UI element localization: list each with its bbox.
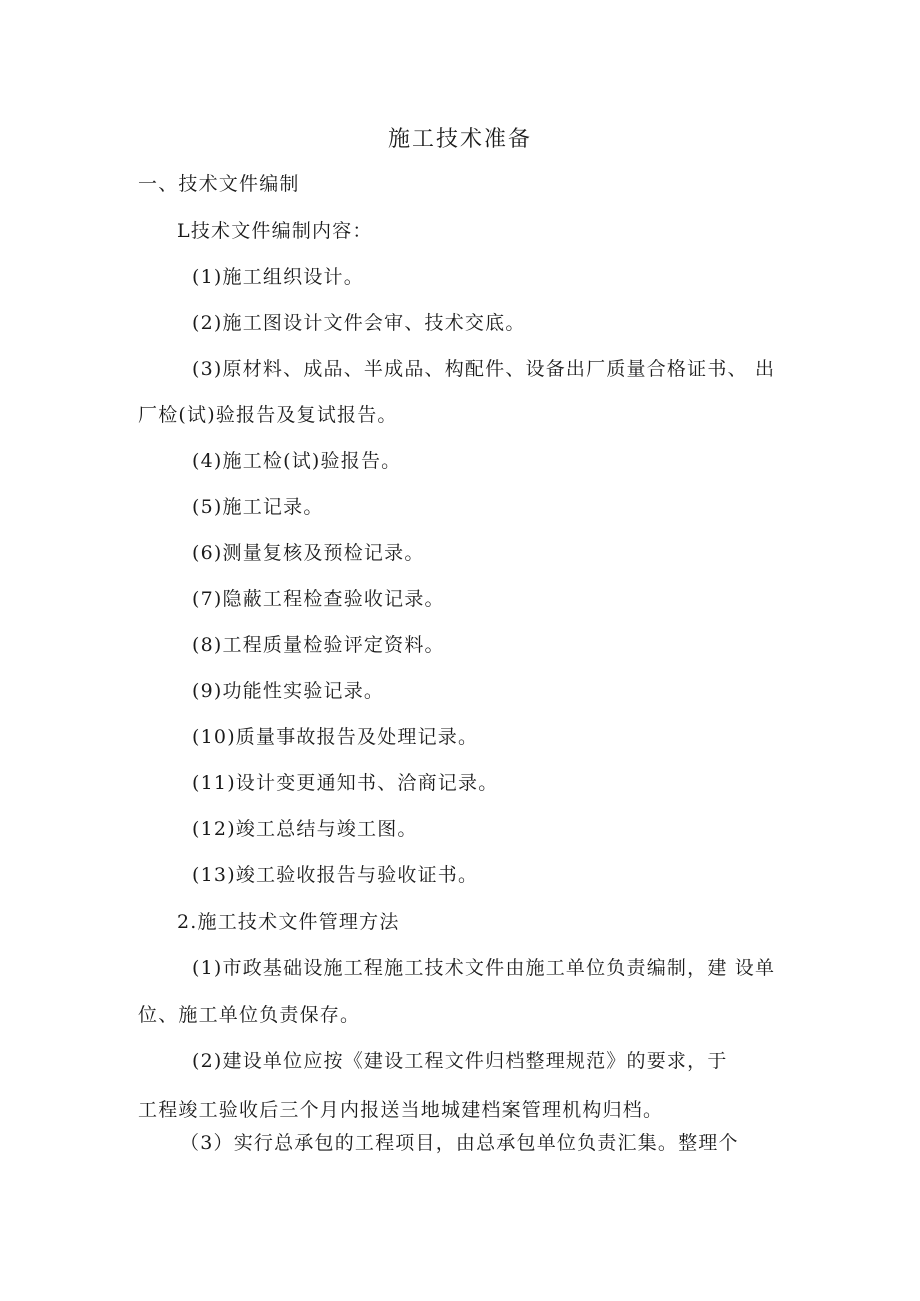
- list-item: (13)竣工验收报告与验收证书。: [192, 864, 479, 886]
- list-item: (3)原材料、成品、半成品、构配件、设备出厂质量合格证书、 出: [192, 358, 776, 380]
- list-item: (9)功能性实验记录。: [192, 680, 385, 702]
- list-item: (8)工程质量检验评定资料。: [192, 634, 445, 656]
- list-item: (2)施工图设计文件会审、技术交底。: [192, 312, 526, 334]
- list-item: (4)施工检(试)验报告。: [192, 450, 402, 472]
- paragraph-line: （3）实行总承包的工程项目，由总承包单位负责汇集。整理个: [180, 1132, 739, 1154]
- document-title: 施工技术准备: [387, 127, 532, 152]
- paragraph-line: (1)市政基础设施工程施工技术文件由施工单位负责编制，建 设单: [192, 957, 776, 979]
- list-item: (6)测量复核及预检记录。: [192, 542, 425, 564]
- subheading-management-methods: 2.施工技术文件管理方法: [177, 911, 400, 933]
- paragraph-line: (2)建设单位应按《建设工程文件归档整理规范》的要求，于: [192, 1050, 728, 1072]
- list-item: (12)竣工总结与竣工图。: [192, 818, 418, 840]
- list-item: (5)施工记录。: [192, 496, 324, 518]
- paragraph-line-continuation: 位、施工单位负责保存。: [138, 1004, 361, 1026]
- list-item: (7)隐蔽工程检查验收记录。: [192, 588, 445, 610]
- subheading-content-list: L技术文件编制内容：: [177, 220, 373, 242]
- section-heading-1: 一、技术文件编制: [138, 173, 300, 195]
- list-item: (10)质量事故报告及处理记录。: [192, 726, 479, 748]
- list-item: (1)施工组织设计。: [192, 266, 364, 288]
- list-item-continuation: 厂检(试)验报告及复试报告。: [138, 404, 398, 426]
- list-item: (11)设计变更通知书、洽商记录。: [192, 772, 499, 794]
- paragraph-line-continuation: 工程竣工验收后三个月内报送当地城建档案管理机构归档。: [138, 1099, 664, 1121]
